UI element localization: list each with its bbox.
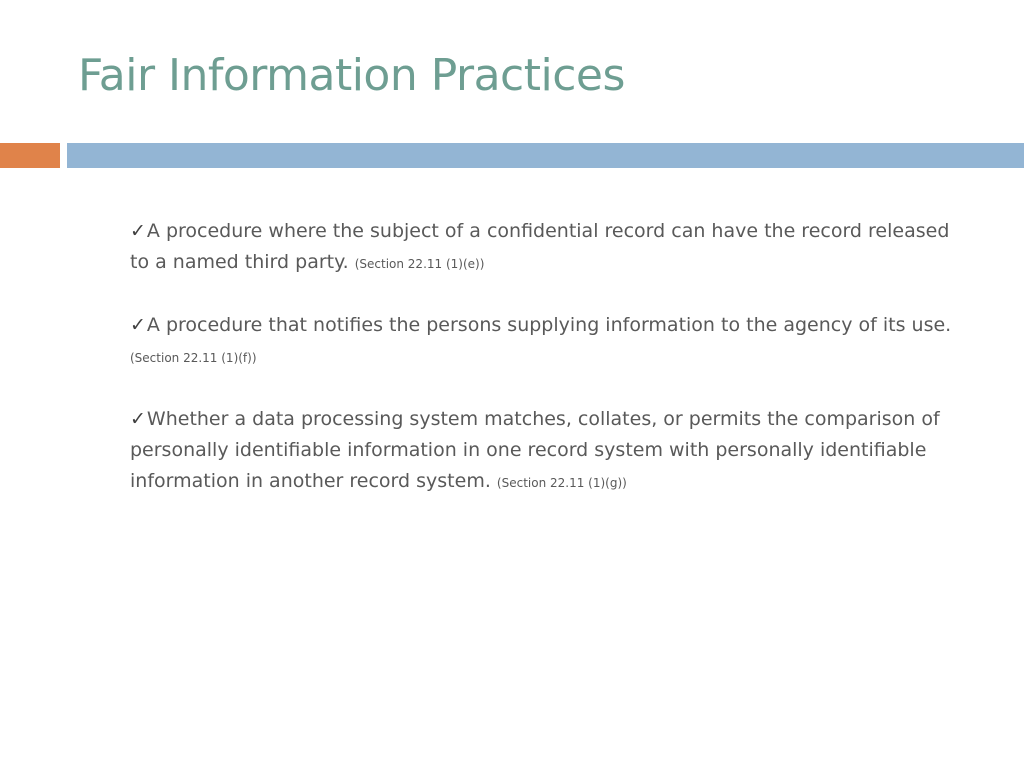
item-text: Whether a data processing system matches, collates, or permits the comparison of personally identifiable information in one record system with personally identifiable information in another record system. bbox=[130, 408, 940, 492]
accent-band-right bbox=[67, 143, 1024, 168]
list-item bbox=[130, 216, 970, 280]
bullet-list bbox=[130, 216, 970, 529]
slide-title: Fair Information Practices bbox=[78, 50, 625, 101]
list-item bbox=[130, 404, 970, 499]
checkmark-icon: ✓ bbox=[130, 220, 146, 242]
item-reference: (Section 22.11 (1)(g)) bbox=[496, 476, 627, 490]
item-reference: (Section 22.11 (1)(e)) bbox=[354, 257, 485, 271]
item-text: A procedure that notifies the persons supplying information to the agency of its use. bbox=[146, 314, 952, 336]
item-reference: (Section 22.11 (1)(f)) bbox=[130, 351, 257, 365]
checkmark-icon: ✓ bbox=[130, 408, 146, 430]
accent-band-left bbox=[0, 143, 60, 168]
item-text: A procedure where the subject of a confidential record can have the record released to a named third party. bbox=[130, 220, 950, 273]
checkmark-icon: ✓ bbox=[130, 314, 146, 336]
list-item bbox=[130, 310, 970, 374]
